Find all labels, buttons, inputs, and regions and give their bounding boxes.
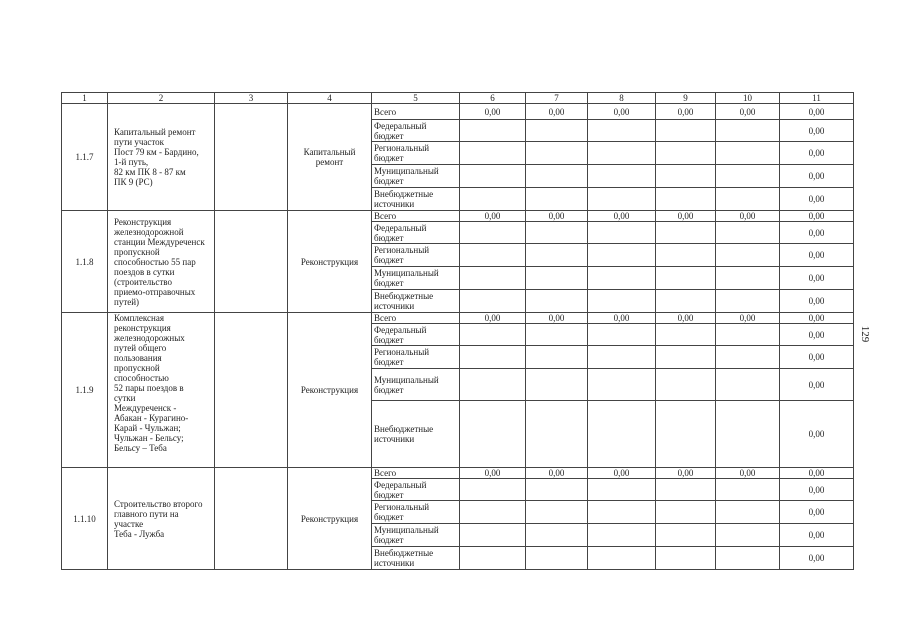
amount-cell bbox=[716, 222, 780, 244]
total-cell: 0,00 bbox=[780, 165, 854, 188]
work-type: Капитальный ремонт bbox=[288, 104, 372, 211]
amount-cell bbox=[526, 524, 588, 547]
amount-cell bbox=[588, 324, 656, 346]
amount-cell: 0,00 bbox=[526, 468, 588, 479]
funding-source: Федеральный бюджет bbox=[372, 479, 460, 501]
header-cell: 9 bbox=[656, 93, 716, 104]
amount-cell bbox=[526, 188, 588, 211]
work-type: Реконструкция bbox=[288, 313, 372, 468]
total-cell: 0,00 bbox=[780, 290, 854, 313]
total-cell: 0,00 bbox=[780, 222, 854, 244]
amount-cell bbox=[656, 324, 716, 346]
amount-cell bbox=[588, 524, 656, 547]
amount-cell bbox=[656, 369, 716, 401]
table-row bbox=[62, 211, 854, 222]
amount-cell bbox=[588, 188, 656, 211]
amount-cell bbox=[460, 142, 526, 165]
column-3-empty bbox=[215, 211, 288, 313]
funding-source: Региональный бюджет bbox=[372, 244, 460, 267]
amount-cell bbox=[716, 290, 780, 313]
amount-cell: 0,00 bbox=[588, 211, 656, 222]
amount-cell bbox=[656, 524, 716, 547]
header-cell: 8 bbox=[588, 93, 656, 104]
total-cell: 0,00 bbox=[780, 120, 854, 142]
total-cell: 0,00 bbox=[780, 468, 854, 479]
header-cell: 7 bbox=[526, 93, 588, 104]
funding-source: Федеральный бюджет bbox=[372, 222, 460, 244]
amount-cell bbox=[656, 290, 716, 313]
amount-cell bbox=[716, 401, 780, 468]
total-cell: 0,00 bbox=[780, 267, 854, 290]
header-cell: 11 bbox=[780, 93, 854, 104]
table-row bbox=[62, 104, 854, 120]
amount-cell bbox=[460, 479, 526, 501]
item-code: 1.1.10 bbox=[62, 468, 108, 570]
amount-cell bbox=[526, 501, 588, 524]
amount-cell bbox=[656, 501, 716, 524]
amount-cell bbox=[716, 547, 780, 570]
amount-cell bbox=[526, 401, 588, 468]
amount-cell bbox=[460, 188, 526, 211]
funding-source: Федеральный бюджет bbox=[372, 120, 460, 142]
funding-source: Всего bbox=[372, 104, 460, 120]
total-cell: 0,00 bbox=[780, 501, 854, 524]
amount-cell bbox=[716, 524, 780, 547]
amount-cell bbox=[526, 479, 588, 501]
total-cell: 0,00 bbox=[780, 313, 854, 324]
amount-cell bbox=[588, 401, 656, 468]
amount-cell bbox=[460, 401, 526, 468]
amount-cell bbox=[656, 222, 716, 244]
total-cell: 0,00 bbox=[780, 547, 854, 570]
funding-source: Муниципальный бюджет bbox=[372, 524, 460, 547]
total-cell: 0,00 bbox=[780, 211, 854, 222]
amount-cell: 0,00 bbox=[460, 313, 526, 324]
funding-source: Региональный бюджет bbox=[372, 142, 460, 165]
total-cell: 0,00 bbox=[780, 524, 854, 547]
page-number: 129 bbox=[859, 325, 871, 343]
item-code: 1.1.8 bbox=[62, 211, 108, 313]
header-cell: 10 bbox=[716, 93, 780, 104]
total-cell: 0,00 bbox=[780, 346, 854, 369]
amount-cell bbox=[716, 267, 780, 290]
header-cell: 2 bbox=[108, 93, 215, 104]
amount-cell bbox=[526, 244, 588, 267]
amount-cell bbox=[460, 547, 526, 570]
item-name: Строительство второго главного пути на участке Теба - Лужба bbox=[108, 468, 215, 570]
amount-cell bbox=[526, 290, 588, 313]
amount-cell bbox=[588, 165, 656, 188]
amount-cell: 0,00 bbox=[588, 104, 656, 120]
total-cell: 0,00 bbox=[780, 188, 854, 211]
funding-source: Муниципальный бюджет bbox=[372, 267, 460, 290]
header-cell: 4 bbox=[288, 93, 372, 104]
amount-cell: 0,00 bbox=[526, 104, 588, 120]
amount-cell: 0,00 bbox=[460, 104, 526, 120]
amount-cell: 0,00 bbox=[656, 104, 716, 120]
amount-cell bbox=[526, 346, 588, 369]
amount-cell bbox=[716, 165, 780, 188]
amount-cell bbox=[716, 369, 780, 401]
amount-cell bbox=[460, 165, 526, 188]
item-name: Комплексная реконструкция железнодорожных путей общего пользования пропускной способностью 52 пары поездов в сутки Междуреченск - Абакан - Курагино- Карай - Чульжан; Чульжан - Бельсу; Бельсу – Теба bbox=[108, 313, 215, 468]
funding-source: Внебюджетные источники bbox=[372, 188, 460, 211]
work-type: Реконструкция bbox=[288, 468, 372, 570]
amount-cell bbox=[656, 165, 716, 188]
amount-cell bbox=[460, 369, 526, 401]
amount-cell bbox=[526, 267, 588, 290]
amount-cell bbox=[716, 244, 780, 267]
total-cell: 0,00 bbox=[780, 104, 854, 120]
amount-cell bbox=[526, 165, 588, 188]
header-row bbox=[62, 93, 854, 104]
amount-cell bbox=[588, 267, 656, 290]
item-code: 1.1.9 bbox=[62, 313, 108, 468]
item-name: Реконструкция железнодорожной станции Междуреченск пропускной способностью 55 пар поездов в сутки (строительство приемо-отправочных путей) bbox=[108, 211, 215, 313]
amount-cell: 0,00 bbox=[526, 211, 588, 222]
amount-cell bbox=[588, 547, 656, 570]
funding-source: Всего bbox=[372, 211, 460, 222]
amount-cell bbox=[460, 524, 526, 547]
amount-cell bbox=[588, 120, 656, 142]
header-cell: 3 bbox=[215, 93, 288, 104]
funding-source: Региональный бюджет bbox=[372, 501, 460, 524]
amount-cell bbox=[716, 120, 780, 142]
amount-cell bbox=[588, 479, 656, 501]
amount-cell bbox=[460, 267, 526, 290]
amount-cell bbox=[460, 346, 526, 369]
column-3-empty bbox=[215, 468, 288, 570]
amount-cell: 0,00 bbox=[716, 468, 780, 479]
header-cell: 5 bbox=[372, 93, 460, 104]
amount-cell: 0,00 bbox=[588, 313, 656, 324]
amount-cell bbox=[716, 324, 780, 346]
amount-cell bbox=[656, 479, 716, 501]
total-cell: 0,00 bbox=[780, 244, 854, 267]
funding-source: Муниципальный бюджет bbox=[372, 165, 460, 188]
budget-table bbox=[61, 92, 854, 570]
header-cell: 6 bbox=[460, 93, 526, 104]
amount-cell bbox=[588, 142, 656, 165]
amount-cell bbox=[526, 222, 588, 244]
funding-source: Всего bbox=[372, 313, 460, 324]
column-3-empty bbox=[215, 313, 288, 468]
total-cell: 0,00 bbox=[780, 479, 854, 501]
amount-cell bbox=[526, 120, 588, 142]
amount-cell bbox=[656, 142, 716, 165]
funding-source: Внебюджетные источники bbox=[372, 290, 460, 313]
total-cell: 0,00 bbox=[780, 369, 854, 401]
amount-cell bbox=[526, 324, 588, 346]
funding-source: Всего bbox=[372, 468, 460, 479]
table-row bbox=[62, 468, 854, 479]
total-cell: 0,00 bbox=[780, 401, 854, 468]
amount-cell bbox=[460, 324, 526, 346]
amount-cell: 0,00 bbox=[716, 104, 780, 120]
amount-cell bbox=[460, 120, 526, 142]
amount-cell bbox=[716, 346, 780, 369]
amount-cell bbox=[526, 547, 588, 570]
amount-cell bbox=[526, 142, 588, 165]
amount-cell: 0,00 bbox=[716, 211, 780, 222]
amount-cell: 0,00 bbox=[526, 313, 588, 324]
funding-source: Региональный бюджет bbox=[372, 346, 460, 369]
amount-cell bbox=[656, 120, 716, 142]
amount-cell bbox=[656, 401, 716, 468]
amount-cell: 0,00 bbox=[656, 468, 716, 479]
amount-cell bbox=[460, 501, 526, 524]
amount-cell bbox=[460, 244, 526, 267]
total-cell: 0,00 bbox=[780, 324, 854, 346]
amount-cell bbox=[716, 479, 780, 501]
total-cell: 0,00 bbox=[780, 142, 854, 165]
amount-cell bbox=[588, 501, 656, 524]
amount-cell bbox=[656, 267, 716, 290]
amount-cell bbox=[588, 369, 656, 401]
funding-source: Внебюджетные источники bbox=[372, 401, 460, 468]
item-code: 1.1.7 bbox=[62, 104, 108, 211]
amount-cell bbox=[656, 547, 716, 570]
amount-cell bbox=[588, 222, 656, 244]
amount-cell bbox=[460, 222, 526, 244]
amount-cell bbox=[656, 244, 716, 267]
funding-source: Федеральный бюджет bbox=[372, 324, 460, 346]
amount-cell bbox=[656, 346, 716, 369]
amount-cell: 0,00 bbox=[716, 313, 780, 324]
amount-cell bbox=[460, 290, 526, 313]
amount-cell: 0,00 bbox=[656, 313, 716, 324]
amount-cell: 0,00 bbox=[588, 468, 656, 479]
item-name: Капитальный ремонт пути участок Пост 79 км - Бардино, 1-й путь, 82 км ПК 8 - 87 км ПК 9 (РС) bbox=[108, 104, 215, 211]
funding-source: Муниципальный бюджет bbox=[372, 369, 460, 401]
amount-cell bbox=[588, 290, 656, 313]
amount-cell bbox=[588, 346, 656, 369]
amount-cell bbox=[716, 142, 780, 165]
amount-cell bbox=[656, 188, 716, 211]
column-3-empty bbox=[215, 104, 288, 211]
table-row bbox=[62, 313, 854, 324]
header-cell: 1 bbox=[62, 93, 108, 104]
amount-cell bbox=[588, 244, 656, 267]
amount-cell bbox=[716, 188, 780, 211]
funding-source: Внебюджетные источники bbox=[372, 547, 460, 570]
amount-cell bbox=[716, 501, 780, 524]
amount-cell: 0,00 bbox=[656, 211, 716, 222]
amount-cell: 0,00 bbox=[460, 468, 526, 479]
amount-cell bbox=[526, 369, 588, 401]
amount-cell: 0,00 bbox=[460, 211, 526, 222]
work-type: Реконструкция bbox=[288, 211, 372, 313]
